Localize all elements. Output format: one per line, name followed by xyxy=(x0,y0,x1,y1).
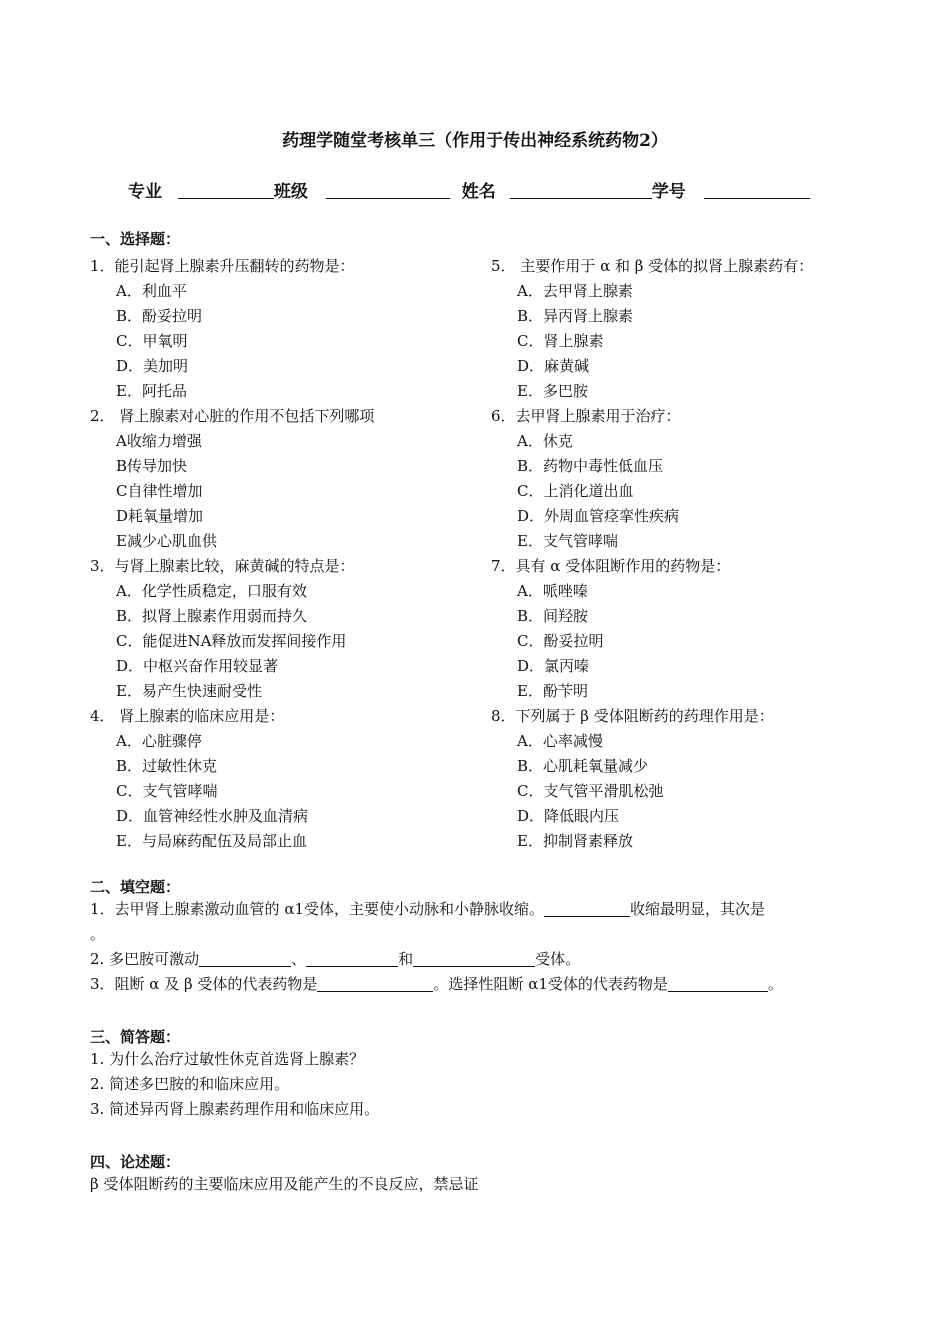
essay-question: β 受体阻断药的主要临床应用及能产生的不良反应，禁忌证 xyxy=(90,1175,479,1193)
question-stem: 8．下列属于 β 受体阻断药的药理作用是： xyxy=(491,707,774,725)
question-3 xyxy=(90,554,470,704)
option: E减少心肌血供 xyxy=(116,532,217,550)
question-stem: 5． 主要作用于 α 和 β 受体的拟肾上腺素药有： xyxy=(491,257,814,275)
page-title: 药理学随堂考核单三（作用于传出神经系统药物2） xyxy=(282,131,668,151)
question-7 xyxy=(491,554,871,704)
option: B．心肌耗氧量减少 xyxy=(517,757,649,775)
fill-text: 。 xyxy=(90,925,106,943)
section-short-heading: 三、简答题： xyxy=(90,1028,181,1046)
option: E．与局麻药配伍及局部止血 xyxy=(116,832,307,850)
option: D．氯丙嗪 xyxy=(517,657,590,675)
option: B．拟肾上腺素作用弱而持久 xyxy=(116,607,308,625)
short-question-1: 1. 为什么治疗过敏性休克首选肾上腺素？ xyxy=(90,1050,365,1068)
fill-text: 2. 多巴胺可激动 xyxy=(90,950,200,968)
question-6 xyxy=(491,404,871,554)
option: D．血管神经性水肿及血清病 xyxy=(116,807,309,825)
option: C．支气管哮喘 xyxy=(116,782,218,800)
option: A．利血平 xyxy=(116,282,187,300)
option: C．肾上腺素 xyxy=(517,332,604,350)
major-blank[interactable] xyxy=(178,182,274,199)
fill-text: 1．去甲肾上腺素激动血管的 α1受体，主要使小动脉和小静脉收缩。 xyxy=(90,900,544,918)
option: C．酚妥拉明 xyxy=(517,632,604,650)
name-blank[interactable] xyxy=(510,182,652,199)
option: A．心脏骤停 xyxy=(116,732,202,750)
fill-question-3 xyxy=(90,972,783,997)
option: B．过敏性休克 xyxy=(116,757,218,775)
option: A．哌唑嗪 xyxy=(517,582,588,600)
option: B传导加快 xyxy=(116,457,188,475)
question-stem: 3．与肾上腺素比较，麻黄碱的特点是： xyxy=(90,557,355,575)
id-blank[interactable] xyxy=(704,182,810,199)
name-label: 姓名 xyxy=(461,182,496,202)
answer-blank[interactable] xyxy=(413,950,535,967)
option: B．药物中毒性低血压 xyxy=(517,457,664,475)
option: E．多巴胺 xyxy=(517,382,588,400)
option: E．易产生快速耐受性 xyxy=(116,682,262,700)
option: C．上消化道出血 xyxy=(517,482,634,500)
fill-text: 。 xyxy=(767,975,783,993)
section-fill-heading: 二、填空题： xyxy=(90,878,181,896)
option: D．美加明 xyxy=(116,357,189,375)
question-2 xyxy=(90,404,470,554)
fill-text: 。选择性阻断 α1受体的代表药物是 xyxy=(433,975,668,993)
id-label: 学号 xyxy=(651,182,686,202)
option: E．阿托品 xyxy=(116,382,187,400)
option: D．降低眼内压 xyxy=(517,807,620,825)
option: E．抑制肾素释放 xyxy=(517,832,633,850)
option: A．去甲肾上腺素 xyxy=(517,282,633,300)
question-stem: 2． 肾上腺素对心脏的作用不包括下列哪项 xyxy=(90,407,375,425)
answer-blank[interactable] xyxy=(306,950,398,967)
option: C．能促进NA释放而发挥间接作用 xyxy=(116,632,347,650)
option: A．化学性质稳定，口服有效 xyxy=(116,582,307,600)
student-info-line xyxy=(128,177,810,202)
option: C．支气管平滑肌松弛 xyxy=(517,782,664,800)
option: C自律性增加 xyxy=(116,482,203,500)
major-label: 专业 xyxy=(128,182,162,202)
question-stem: 7．具有 α 受体阻断作用的药物是： xyxy=(491,557,731,575)
option: B．酚妥拉明 xyxy=(116,307,203,325)
question-5 xyxy=(491,254,871,404)
answer-blank[interactable] xyxy=(668,975,768,992)
option: D．麻黄碱 xyxy=(517,357,590,375)
option: C．甲氧明 xyxy=(116,332,188,350)
left-question-column xyxy=(90,254,470,854)
option: D．外周血管痉挛性疾病 xyxy=(517,507,680,525)
option: E．支气管哮喘 xyxy=(517,532,618,550)
fill-text: 3．阻断 α 及 β 受体的代表药物是 xyxy=(90,975,318,993)
question-stem: 1．能引起肾上腺素升压翻转的药物是： xyxy=(90,257,355,275)
fill-question-2 xyxy=(90,947,580,972)
right-question-column xyxy=(491,254,871,854)
section-essay-heading: 四、论述题： xyxy=(90,1153,181,1171)
short-question-2: 2. 简述多巴胺的和临床应用。 xyxy=(90,1075,290,1093)
question-4 xyxy=(90,704,470,854)
fill-text: 收缩最明显，其次是 xyxy=(630,900,766,918)
question-1 xyxy=(90,254,470,404)
question-8 xyxy=(491,704,871,854)
fill-text: 、 xyxy=(291,950,307,968)
question-stem: 6．去甲肾上腺素用于治疗： xyxy=(491,407,681,425)
short-question-3: 3. 简述异丙肾上腺素药理作用和临床应用。 xyxy=(90,1100,380,1118)
answer-blank[interactable] xyxy=(199,950,291,967)
class-blank[interactable] xyxy=(326,182,450,199)
option: D．中枢兴奋作用较显著 xyxy=(116,657,279,675)
option: A．休克 xyxy=(517,432,573,450)
answer-blank[interactable] xyxy=(317,975,433,992)
fill-question-1 xyxy=(90,897,765,922)
fill-text: 受体。 xyxy=(535,950,581,968)
option: B．异丙肾上腺素 xyxy=(517,307,634,325)
section-choice-heading: 一、选择题： xyxy=(90,230,181,248)
answer-blank[interactable] xyxy=(544,900,630,917)
question-stem: 4． 肾上腺素的临床应用是： xyxy=(90,707,285,725)
fill-text: 和 xyxy=(398,950,414,968)
option: E．酚苄明 xyxy=(517,682,588,700)
class-label: 班级 xyxy=(273,182,308,202)
option: B．间羟胺 xyxy=(517,607,589,625)
option: A收缩力增强 xyxy=(116,432,202,450)
option: A．心率减慢 xyxy=(517,732,603,750)
fill-question-1-end xyxy=(90,922,105,947)
option: D耗氧量增加 xyxy=(116,507,204,525)
